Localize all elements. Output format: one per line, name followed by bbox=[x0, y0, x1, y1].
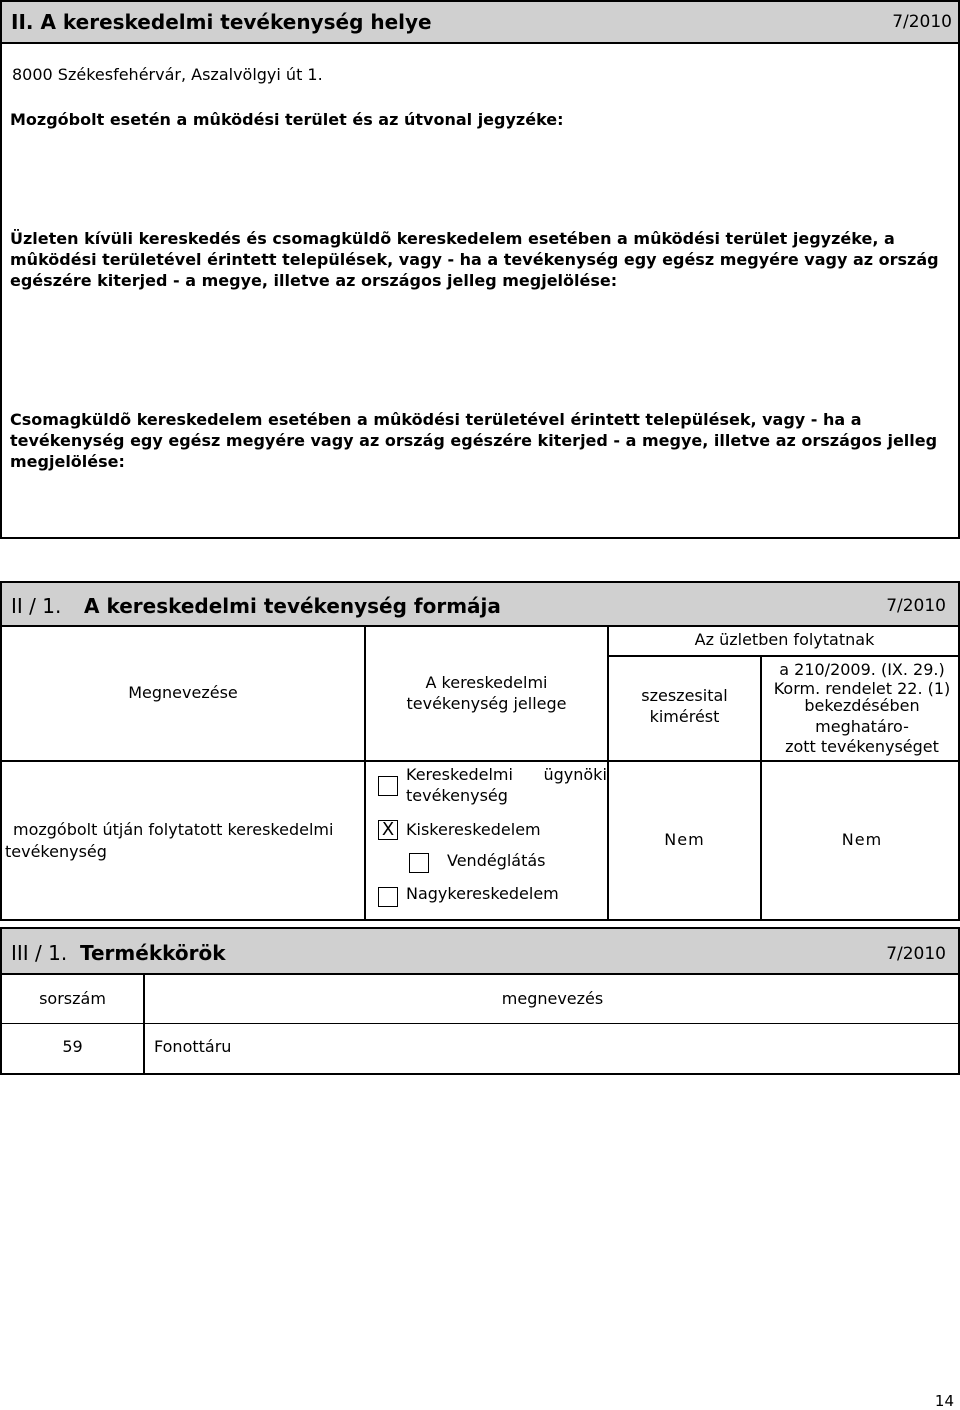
section2-1-number: II / 1. bbox=[11, 594, 62, 618]
option-retail-checkbox[interactable]: X bbox=[378, 820, 398, 840]
mail-order-label: Csomagküldõ kereskedelem esetében a mûködési területével érintett települések, vagy - ha a tevékenység egy egész megyére vagy az ország egészére kiterjed - a megye, illetve az országos jelleg megjelölése: bbox=[10, 410, 938, 471]
header-name: Megnevezése bbox=[128, 683, 238, 702]
outside-store-label: Üzleten kívüli kereskedés és csomagküldõ kereskedelem esetében a mûködési terület jegyzéke, a mûködési területével érintett települések, vagy - ha a tevékenység egy egész megyére vagy az ország egészére kiterjed - a megye, illetve az országos jelleg megjelölése: bbox=[10, 229, 939, 290]
section2-code: 7/2010 bbox=[892, 12, 952, 32]
column-name-header: megnevezés bbox=[501, 989, 604, 1008]
products-table bbox=[0, 973, 960, 1075]
form-table bbox=[0, 625, 960, 921]
product-number: 59 bbox=[62, 1037, 83, 1056]
header-alcohol-line2: kimérést bbox=[649, 707, 720, 726]
option-catering-checkbox[interactable] bbox=[409, 853, 429, 873]
section2-1-code: 7/2010 bbox=[886, 596, 946, 616]
row-name-line1: mozgóbolt útján folytatott kereskedelmi bbox=[13, 820, 334, 839]
header-regulated-line1: a 210/2009. (IX. 29.) bbox=[779, 660, 945, 679]
row-alcohol-value: Nem bbox=[664, 830, 705, 849]
product-name: Fonottáru bbox=[154, 1037, 232, 1056]
header-alcohol-line1: szeszesital bbox=[641, 686, 728, 705]
section2-1-title: A kereskedelmi tevékenység formája bbox=[84, 594, 501, 618]
header-nature-line2: tevékenység jellege bbox=[406, 694, 567, 713]
section3-1-code: 7/2010 bbox=[886, 944, 946, 964]
option-agent-label-line1: Kereskedelmi ügynöki bbox=[406, 765, 607, 784]
header-nature-line1: A kereskedelmi bbox=[425, 673, 548, 692]
option-retail-label: Kiskereskedelem bbox=[406, 820, 541, 839]
header-regulated-line4: meghatáro- bbox=[815, 717, 909, 736]
header-regulated-line3: bekezdésében bbox=[804, 696, 920, 715]
header-regulated-line2: Korm. rendelet 22. (1) bbox=[773, 679, 951, 698]
row-regulated-value: Nem bbox=[841, 830, 883, 849]
row-name-line2: tevékenység bbox=[5, 842, 107, 861]
section3-1-header bbox=[0, 927, 960, 975]
section2-body bbox=[0, 42, 960, 539]
option-agent-label-line2: tevékenység bbox=[406, 786, 508, 805]
option-catering-label: Vendéglátás bbox=[447, 851, 546, 870]
page-number: 14 bbox=[934, 1392, 954, 1410]
section3-1-title: Termékkörök bbox=[80, 941, 226, 965]
option-agent-checkbox[interactable] bbox=[378, 776, 398, 796]
address-value: 8000 Székesfehérvár, Aszalvölgyi út 1. bbox=[12, 65, 323, 84]
column-number-header: sorszám bbox=[39, 989, 106, 1008]
header-store-group: Az üzletben folytatnak bbox=[694, 630, 875, 649]
option-wholesale-checkbox[interactable] bbox=[378, 887, 398, 907]
section2-1-header bbox=[0, 581, 960, 627]
section2-header bbox=[0, 0, 960, 44]
section2-title: II. A kereskedelmi tevékenység helye bbox=[11, 10, 432, 34]
section3-1-number: III / 1. bbox=[11, 941, 68, 965]
mobile-area-label: Mozgóbolt esetén a mûködési terület és az útvonal jegyzéke: bbox=[10, 110, 564, 129]
header-regulated-line5: zott tevékenységet bbox=[785, 737, 939, 756]
option-wholesale-label: Nagykereskedelem bbox=[406, 884, 559, 903]
